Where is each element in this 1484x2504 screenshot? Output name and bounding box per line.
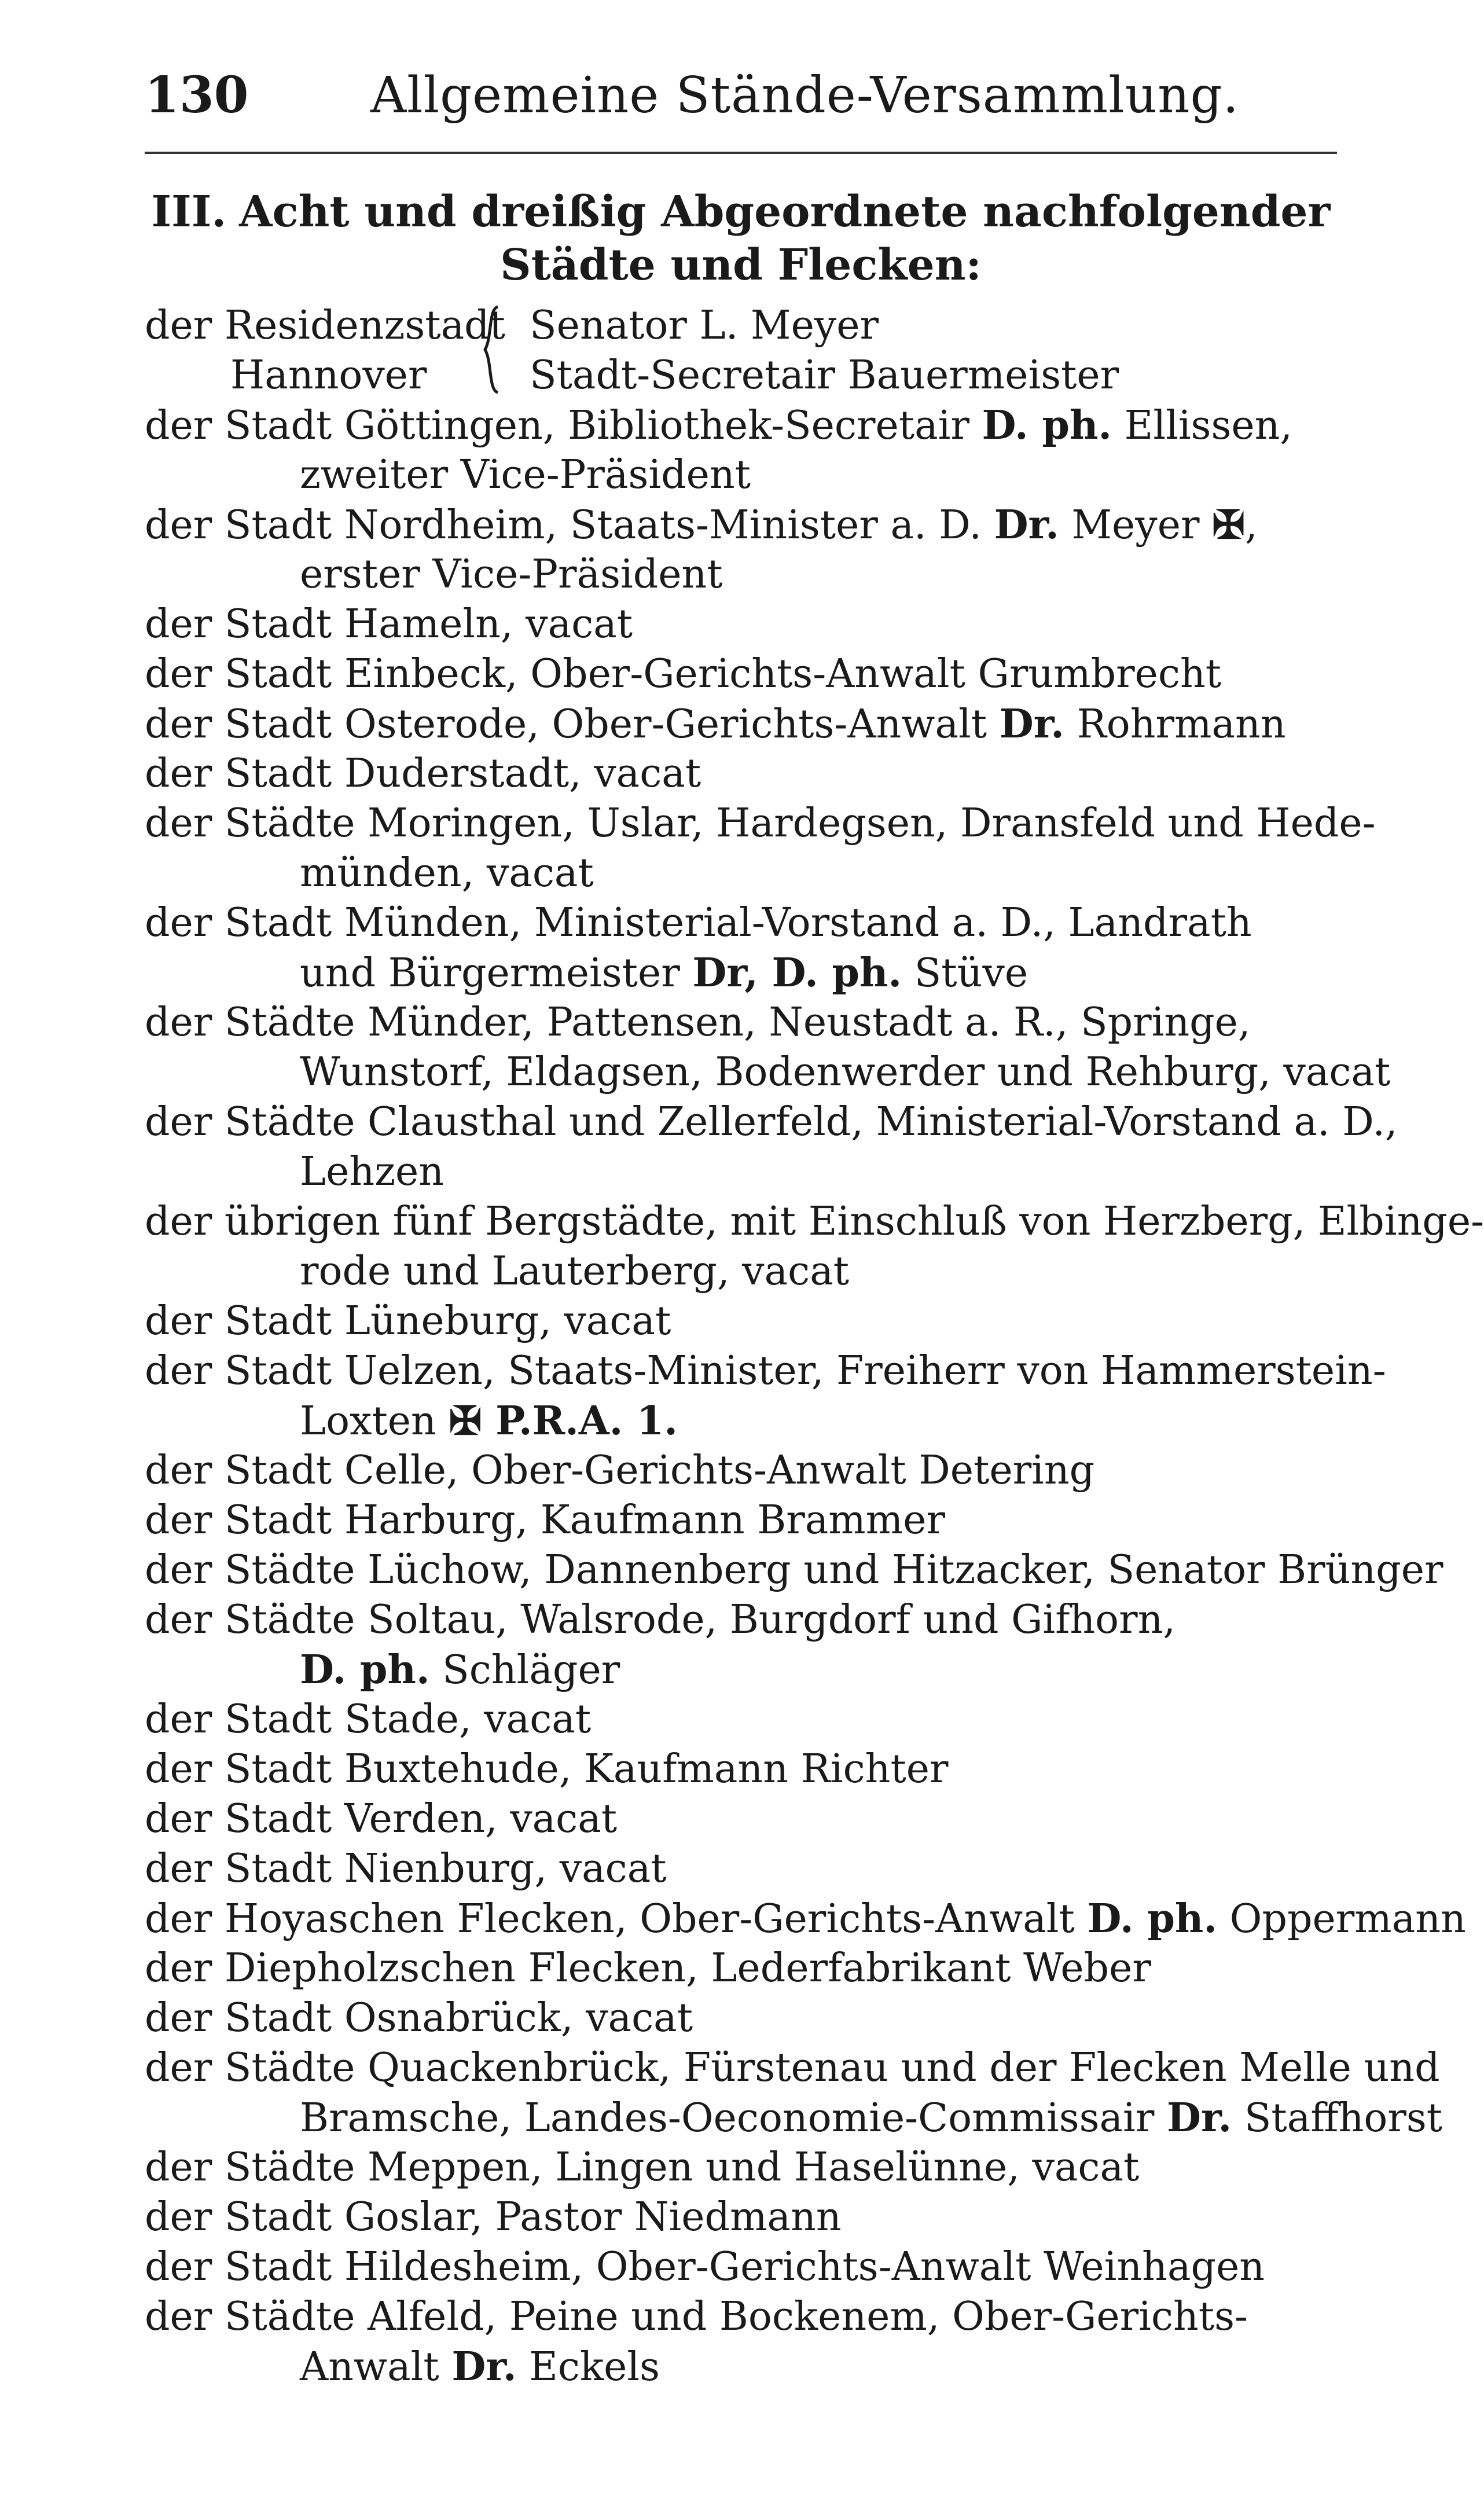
entry-meppen: der Städte Meppen, Lingen und Haselünne, vacat	[145, 2145, 1140, 2190]
entry-muenden	[145, 898, 1349, 998]
entry-text: der Städte Alfeld, Peine und Bockenem, Ober-Gerichts-	[145, 2294, 1248, 2340]
entry-goslar: der Stadt Goslar, Pastor Niedmann	[145, 2194, 842, 2240]
entry-continuation: Wunstorf, Eldagsen, Bodenwerder und Rehburg, vacat	[300, 1049, 1391, 1095]
degree-abbrev: Dr.	[999, 701, 1064, 747]
entry-buxtehude: der Stadt Buxtehude, Kaufmann Richter	[145, 1746, 949, 1792]
entry-text: der Stadt Göttingen, Bibliothek-Secretair	[145, 403, 982, 449]
entry-soltau	[145, 1595, 1349, 1695]
entry-uelzen	[145, 1346, 1386, 1446]
entry-nordheim	[145, 500, 1349, 600]
entry-text: ,	[1245, 502, 1258, 548]
entry-text: Eckels	[516, 2344, 660, 2390]
entry-moringen	[145, 799, 1376, 898]
entry-continuation: zweiter Vice-Präsident	[300, 452, 751, 498]
entry-hildesheim: der Stadt Hildesheim, Ober-Gerichts-Anwalt Weinhagen	[145, 2244, 1265, 2290]
entry-duderstadt: der Stadt Duderstadt, vacat	[145, 751, 701, 796]
entry-continuation: Anwalt	[300, 2344, 452, 2390]
entry-osnabrueck: der Stadt Osnabrück, vacat	[145, 1995, 693, 2041]
degree-abbrev: D. ph.	[982, 402, 1112, 449]
entry-celle: der Stadt Celle, Ober-Gerichts-Anwalt Detering	[145, 1448, 1095, 1493]
page-header	[145, 64, 1337, 127]
entry-text: der Stadt Uelzen, Staats-Minister, Freiherr von Hammerstein-	[145, 1348, 1386, 1394]
entry-nienburg: der Stadt Nienburg, vacat	[145, 1846, 667, 1892]
entry-text: der Städte Soltau, Walsrode, Burgdorf und Gifhorn,	[145, 1597, 1176, 1643]
section-title-line2: Städte und Flecken:	[500, 240, 982, 290]
brace-icon	[480, 303, 504, 396]
entry-text: Staffhorst	[1232, 2095, 1443, 2141]
entry-goettingen	[145, 401, 1349, 500]
entry-continuation: Loxten	[300, 1398, 449, 1444]
section-title-line1: Acht und dreißig Abgeordnete nachfolgender	[239, 187, 1331, 237]
entry-osterode	[145, 699, 1349, 749]
degree-abbrev: Dr.	[1166, 2095, 1232, 2141]
order-abbrev: P.R.A. 1.	[482, 1398, 678, 1444]
entry-text: der Stadt Osterode, Ober-Gerichts-Anwalt	[145, 702, 1000, 747]
entry-hoya	[145, 1894, 1466, 1944]
entry-clausthal	[145, 1097, 1398, 1197]
entry-residenzstadt	[145, 301, 1349, 401]
entry-alfeld	[145, 2292, 1349, 2392]
entry-text: der Städte Moringen, Uslar, Hardegsen, Dransfeld und Hede-	[145, 801, 1376, 846]
entry-text: der übrigen fünf Bergstädte, mit Einschluß von Herzberg, Elbinge-	[145, 1199, 1484, 1244]
entry-continuation: Bramsche, Landes-Oeconomie-Commissair	[300, 2095, 1167, 2141]
entry-continuation: Lehzen	[300, 1149, 445, 1195]
entry-harburg: der Stadt Harburg, Kaufmann Brammer	[145, 1497, 946, 1543]
entry-text: der Hoyaschen Flecken, Ober-Gerichts-Anwalt	[145, 1896, 1088, 1942]
degree-abbrev: Dr.	[994, 502, 1059, 548]
entry-continuation: erster Vice-Präsident	[300, 552, 723, 597]
degree-abbrev: Dr, D. ph.	[692, 950, 902, 996]
residenz-right2: Stadt-Secretair Bauermeister	[530, 353, 1119, 398]
entry-continuation: Schläger	[429, 1647, 620, 1693]
entry-text: Meyer	[1059, 502, 1213, 548]
residenz-left1: der Residenzstadt	[145, 303, 505, 348]
header-rule	[145, 152, 1337, 154]
entry-einbeck: der Stadt Einbeck, Ober-Gerichts-Anwalt Grumbrecht	[145, 651, 1222, 697]
entries-list	[145, 301, 1484, 2392]
entry-muender	[145, 998, 1391, 1097]
entry-diepholz: der Diepholzschen Flecken, Lederfabrikant Weber	[145, 1945, 1151, 1991]
entry-hameln: der Stadt Hameln, vacat	[145, 601, 633, 647]
entry-text: der Städte Clausthal und Zellerfeld, Ministerial-Vorstand a. D.,	[145, 1099, 1398, 1145]
residenz-left2: Hannover	[230, 353, 427, 398]
entry-text: der Städte Quackenbrück, Fürstenau und der Flecken Melle und	[145, 2045, 1440, 2091]
entry-lueneburg: der Stadt Lüneburg, vacat	[145, 1298, 671, 1344]
order-cross-icon: ✠	[1212, 502, 1246, 548]
entry-continuation: rode und Lauterberg, vacat	[300, 1249, 850, 1294]
section-heading	[145, 185, 1337, 292]
entry-stade: der Stadt Stade, vacat	[145, 1697, 592, 1742]
page-number: 130	[145, 66, 249, 124]
order-cross-icon: ✠	[449, 1398, 482, 1444]
entry-text: der Städte Münder, Pattensen, Neustadt a. R., Springe,	[145, 1000, 1251, 1045]
entry-text: Ellissen,	[1112, 403, 1293, 449]
entry-verden: der Stadt Verden, vacat	[145, 1796, 618, 1842]
degree-abbrev: Dr.	[451, 2344, 517, 2390]
entry-text: Oppermann	[1217, 1896, 1466, 1942]
entry-quakenbrueck	[145, 2043, 1443, 2143]
running-title: Allgemeine Stände-Versammlung.	[370, 67, 1239, 124]
entry-text: der Stadt Münden, Ministerial-Vorstand a. D., Landrath	[145, 900, 1252, 946]
entry-bergstaedte	[145, 1197, 1484, 1297]
entry-continuation: und Bürgermeister	[300, 950, 693, 996]
entry-continuation: münden, vacat	[300, 850, 594, 896]
residenz-right1: Senator L. Meyer	[530, 303, 879, 348]
entry-luechow: der Städte Lüchow, Dannenberg und Hitzacker, Senator Brünger	[145, 1547, 1443, 1593]
entry-text: der Stadt Nordheim, Staats-Minister a. D.	[145, 502, 994, 548]
section-numeral: III.	[151, 187, 227, 237]
entry-text: Stüve	[902, 950, 1028, 996]
degree-abbrev: D. ph.	[1087, 1896, 1218, 1942]
entry-text: Rohrmann	[1064, 702, 1286, 747]
degree-abbrev: D. ph.	[300, 1647, 430, 1693]
